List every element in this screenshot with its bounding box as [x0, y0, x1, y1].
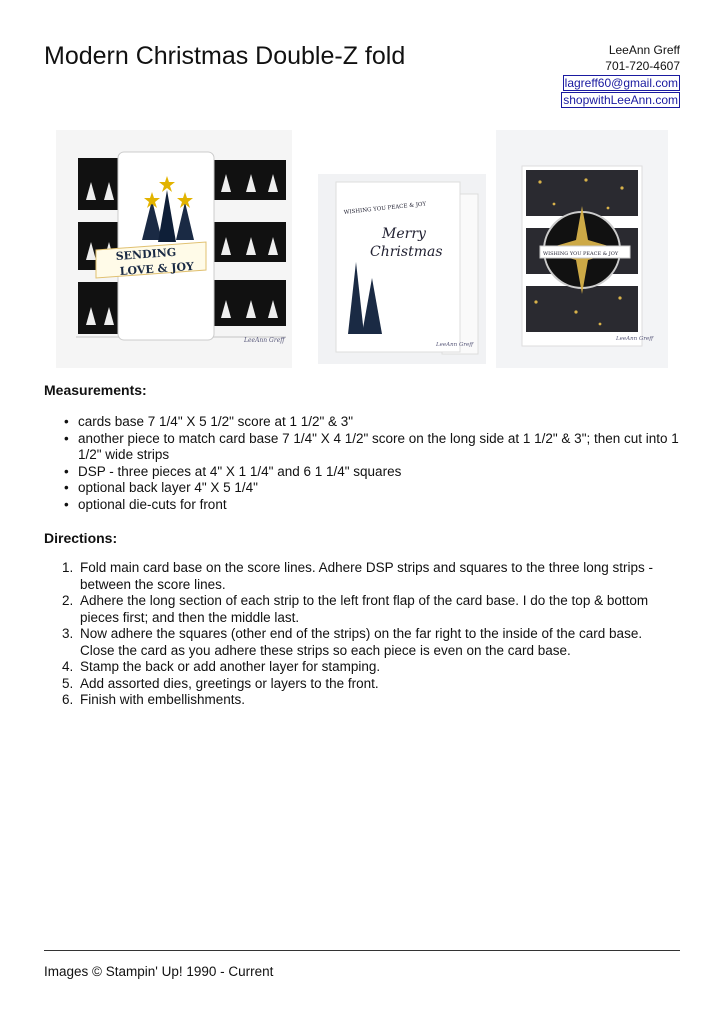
card-photo-star	[496, 130, 668, 368]
directions-heading: Directions:	[44, 530, 118, 546]
email-link[interactable]: lagreff60@gmail.com	[564, 76, 678, 90]
website-link[interactable]: shopwithLeeAnn.com	[563, 93, 678, 107]
list-item: • another piece to match card base 7 1/4" X 4 1/2" score on the long side at 1 1/2" & 3"; then cut into 1 1/2" wide strips	[64, 431, 680, 464]
direction-text: Fold main card base on the score lines. Adhere DSP strips and squares to the three long strips - between the score lines.	[80, 560, 654, 592]
measurements-heading: Measurements:	[44, 382, 147, 398]
list-item: 3. Now adhere the squares (other end of the strips) on the far right to the inside of the card base. Close the card as you adhere these strips so each piece is even on the card base.	[62, 626, 643, 658]
direction-text: Stamp the back or add another layer for stamping.	[80, 659, 381, 674]
footer-copyright: Images © Stampin' Up! 1990 - Current	[44, 964, 274, 979]
list-item: • DSP - three pieces at 4" X 1 1/4" and 6 1 1/4" squares	[64, 464, 680, 481]
direction-text: Now adhere the squares (other end of the strips) on the far right to the inside of the card base. Close the card as you adhere these strips so each piece is even on the card base.	[80, 626, 643, 658]
list-item: 6. Finish with embellishments.	[62, 692, 246, 707]
card1-sentiment-line1: SENDING	[115, 245, 177, 263]
photo-signature-3: LeeAnn Greff	[616, 336, 654, 342]
list-item: 1. Fold main card base on the score lines. Adhere DSP strips and squares to the three long strips - between the score lines.	[62, 560, 654, 592]
card2-greeting: WISHING YOU PEACE & JOY	[343, 201, 427, 216]
contact-name: LeeAnn Greff	[608, 43, 680, 57]
photo-signature-2: LeeAnn Greff	[436, 342, 474, 348]
list-item: 2. Adhere the long section of each strip to the left front flap of the card base. I do the top & bottom pieces first; and then the middle last.	[62, 593, 649, 625]
card-photo-sending-love	[56, 130, 292, 368]
photo-signature-1: LeeAnn Greff	[244, 337, 285, 344]
card1-sentiment-line2: LOVE & JOY	[119, 259, 195, 278]
measurements-list	[64, 414, 680, 513]
list-item: • optional back layer 4" X 5 1/4"	[64, 480, 680, 497]
card-illustration-2	[318, 174, 486, 364]
list-item: 5. Add assorted dies, greetings or layers to the front.	[62, 675, 379, 691]
card-photo-merry-christmas	[318, 174, 486, 364]
card-illustration-3	[496, 130, 668, 368]
contact-phone: 701-720-4607	[605, 59, 680, 73]
card-photos	[56, 130, 668, 368]
direction-text: Adhere the long section of each strip to the left front flap of the card base. I do the top & bottom pieces first; and then the middle last.	[80, 593, 649, 625]
list-item: 4. Stamp the back or add another layer for stamping.	[62, 659, 381, 674]
card2-script-merry: Merry	[382, 226, 426, 242]
card-illustration-1	[56, 130, 292, 368]
direction-text: Finish with embellishments.	[80, 692, 246, 707]
direction-text: Add assorted dies, greetings or layers to the front.	[80, 675, 379, 691]
list-item: • cards base 7 1/4" X 5 1/2" score at 1 1/2" & 3"	[64, 414, 680, 431]
directions-list	[62, 560, 678, 709]
footer-divider	[44, 950, 680, 951]
page-title: Modern Christmas Double-Z fold	[44, 42, 406, 70]
contact-block	[561, 42, 680, 108]
list-item: • optional die-cuts for front	[64, 497, 680, 514]
card2-script-christmas: Christmas	[370, 244, 443, 260]
card3-greeting: WISHING YOU PEACE & JOY	[543, 251, 619, 257]
